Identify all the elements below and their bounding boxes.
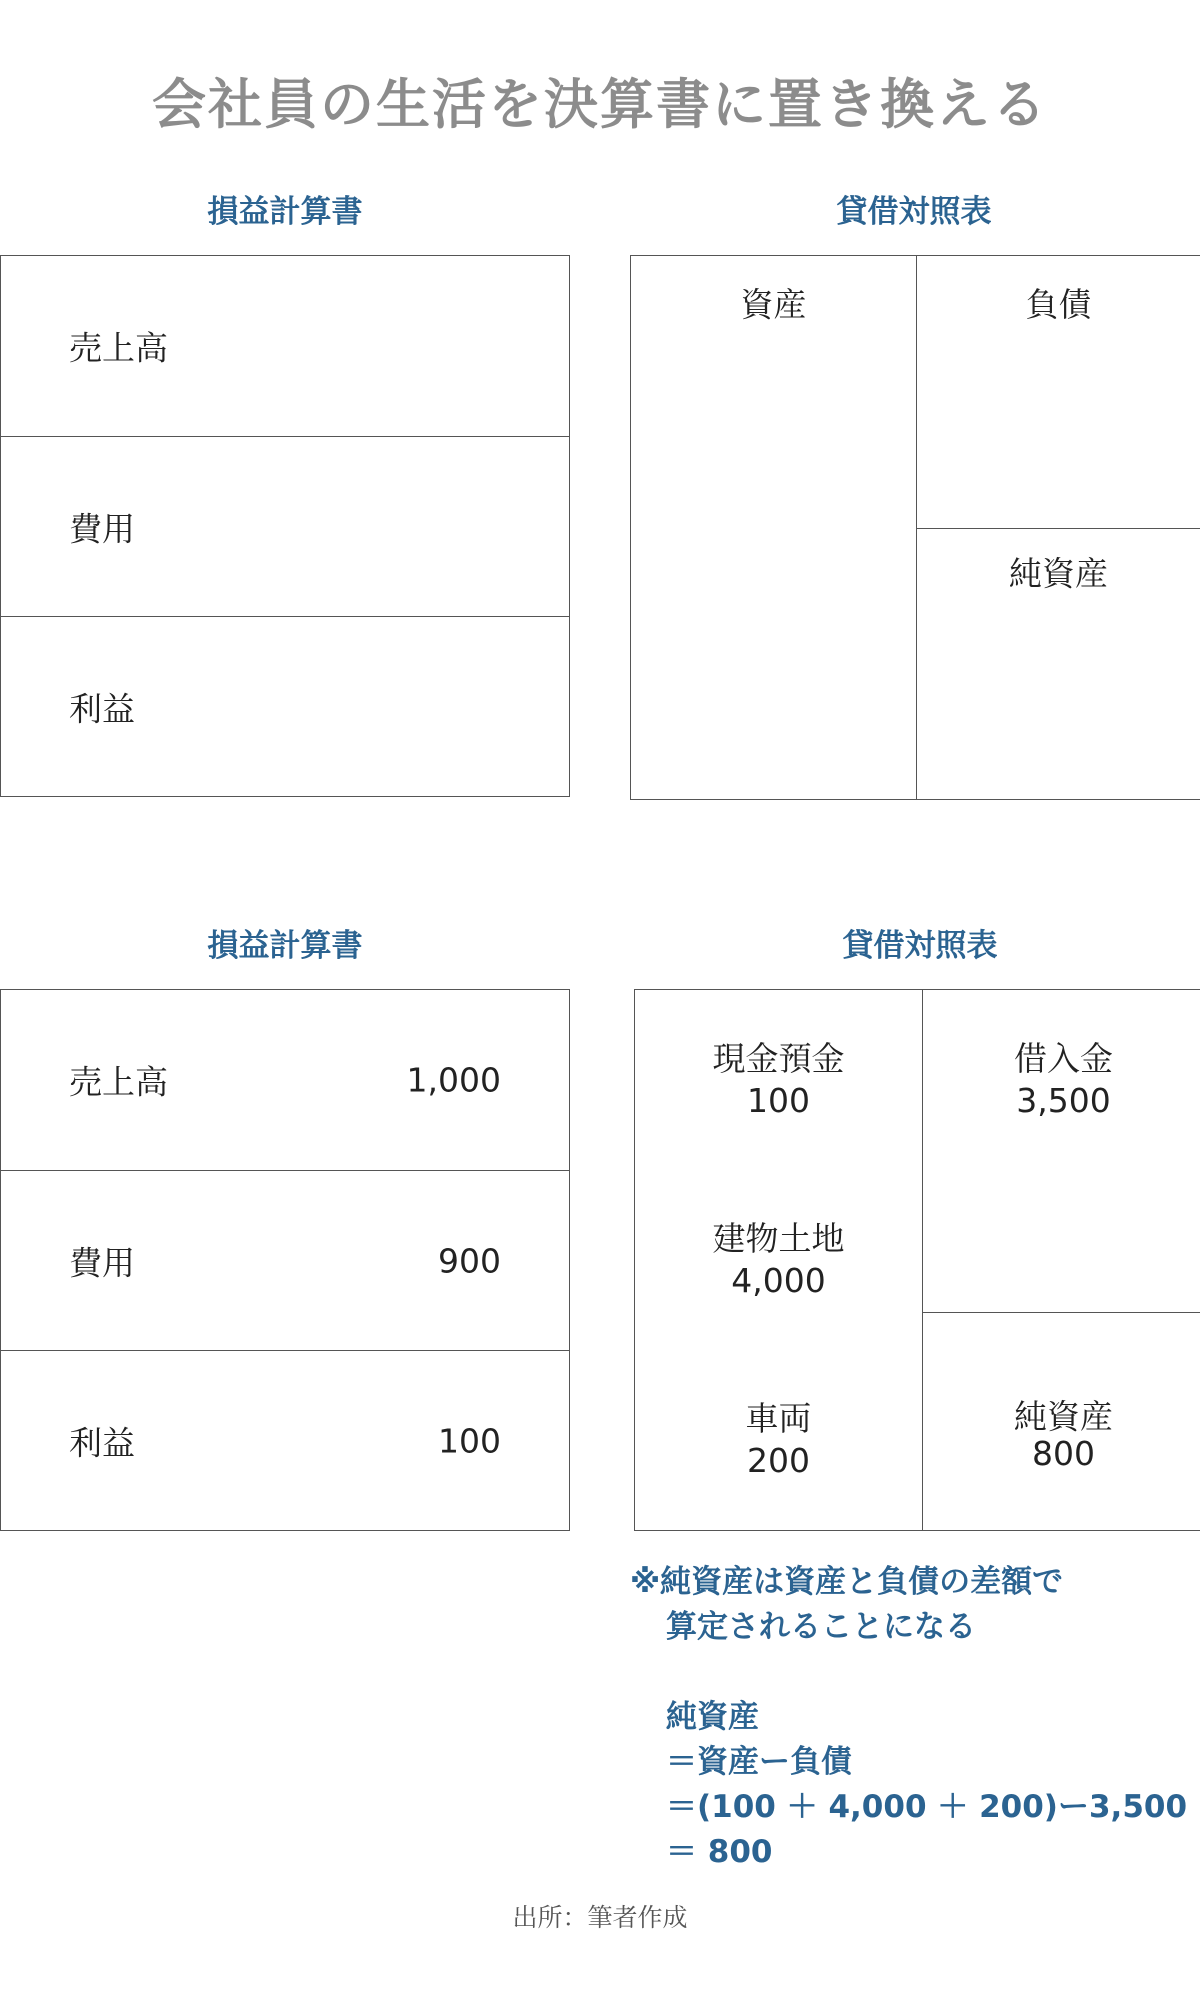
bottom-balance-sheet bbox=[634, 989, 1200, 1531]
bs-liabilities-label: 負債 bbox=[1025, 285, 1092, 324]
formula-line: ＝資産ー負債 bbox=[666, 1744, 852, 1780]
pl-row-label: 費用 bbox=[69, 1243, 135, 1282]
source-credit: 出所：筆者作成 bbox=[512, 1903, 688, 1932]
pl-row-profit bbox=[1, 1350, 569, 1530]
bs-divider bbox=[922, 1312, 1200, 1313]
pl-row-label: 売上高 bbox=[69, 328, 168, 368]
bottom-income-statement bbox=[0, 989, 570, 1531]
pl-row-label: 利益 bbox=[69, 1423, 135, 1462]
pl-row-sales bbox=[1, 990, 569, 1170]
net-assets-note bbox=[630, 1560, 1063, 1650]
bs-asset-label: 建物土地 bbox=[712, 1219, 845, 1258]
bottom-bs-heading: 貸借対照表 bbox=[842, 928, 998, 964]
bs-net-assets-label: 純資産 bbox=[1014, 1397, 1113, 1436]
note-line: 算定されることになる bbox=[666, 1609, 976, 1645]
pl-row-label: 売上高 bbox=[69, 1062, 168, 1102]
top-pl-heading: 損益計算書 bbox=[207, 194, 363, 230]
pl-row-profit bbox=[1, 616, 569, 796]
pl-row-value: 900 bbox=[438, 1241, 501, 1280]
bs-asset-item bbox=[635, 1038, 922, 1122]
bs-asset-label: 車両 bbox=[745, 1399, 812, 1438]
top-bs-heading: 貸借対照表 bbox=[836, 194, 992, 230]
bs-asset-value: 4,000 bbox=[731, 1261, 826, 1300]
bs-asset-item bbox=[635, 1218, 922, 1302]
bs-net-assets-item bbox=[922, 1398, 1200, 1472]
bs-asset-item bbox=[635, 1398, 922, 1482]
bottom-pl-heading: 損益計算書 bbox=[207, 928, 363, 964]
page-title: 会社員の生活を決算書に置き換える bbox=[152, 73, 1048, 136]
bs-net-assets-value: 800 bbox=[1032, 1434, 1095, 1473]
bs-asset-value: 200 bbox=[747, 1441, 810, 1480]
net-assets-formula bbox=[666, 1695, 1187, 1875]
bs-asset-label: 現金預金 bbox=[712, 1039, 845, 1078]
note-line: ※純資産は資産と負債の差額で bbox=[630, 1564, 1064, 1600]
bs-divider bbox=[916, 528, 1200, 529]
bs-liabilities-value: 3,500 bbox=[1016, 1081, 1111, 1120]
top-balance-sheet bbox=[630, 255, 1200, 800]
pl-row-value: 1,000 bbox=[406, 1060, 501, 1100]
bs-assets-label: 資産 bbox=[740, 285, 807, 324]
formula-line: 純資産 bbox=[666, 1699, 759, 1735]
bs-liabilities-item bbox=[922, 1038, 1200, 1122]
pl-row-label: 費用 bbox=[69, 509, 135, 548]
pl-row-expenses bbox=[1, 1170, 569, 1350]
bs-liabilities-label: 借入金 bbox=[1014, 1039, 1113, 1078]
pl-row-sales bbox=[1, 256, 569, 436]
bs-asset-value: 100 bbox=[747, 1081, 810, 1120]
top-income-statement bbox=[0, 255, 570, 797]
pl-row-label: 利益 bbox=[69, 689, 135, 728]
formula-line: ＝(100 ＋ 4,000 ＋ 200)ー3,500 bbox=[666, 1789, 1188, 1825]
bs-net-assets-label: 純資産 bbox=[1009, 554, 1108, 593]
pl-row-expenses bbox=[1, 436, 569, 616]
formula-line: ＝ 800 bbox=[666, 1834, 773, 1870]
pl-row-value: 100 bbox=[438, 1421, 501, 1460]
